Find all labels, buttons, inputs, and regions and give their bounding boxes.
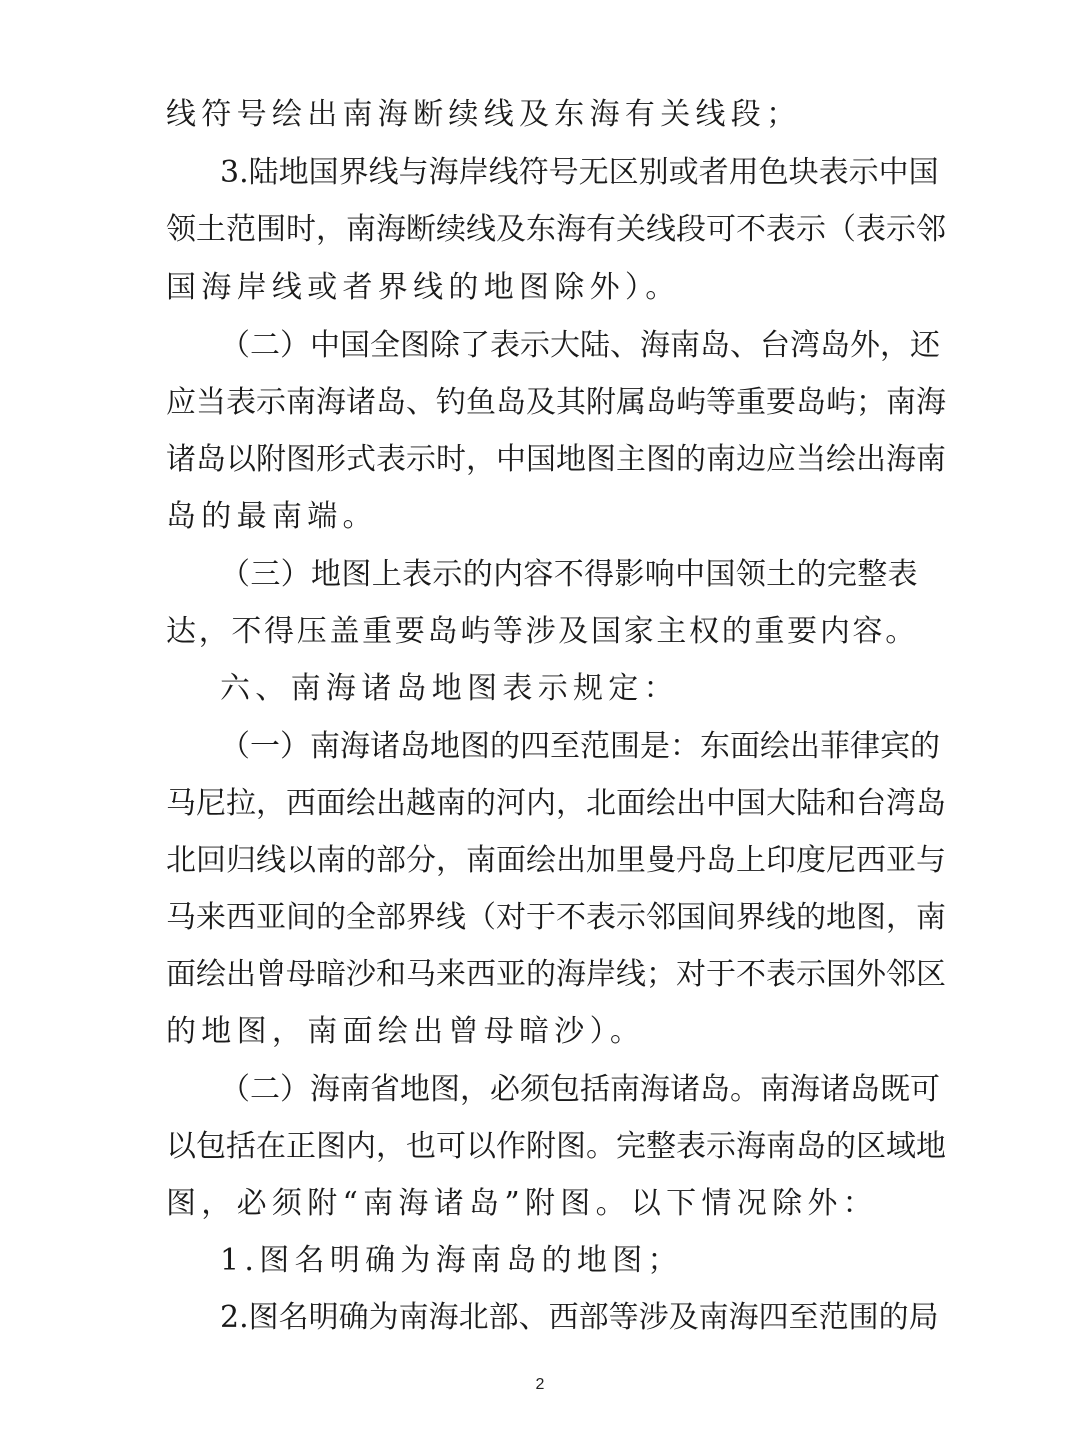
text-line: 应当表示南海诸岛、钓鱼岛及其附属岛屿等重要岛屿；南海: [166, 385, 946, 420]
text-line: 面绘出曾母暗沙和马来西亚的海岸线；对于不表示国外邻区: [166, 957, 946, 992]
text-line: 国海岸线或者界线的地图除外）。: [166, 270, 681, 305]
text-line: 图，必须附“南海诸岛”附图。以下情况除外：: [166, 1186, 878, 1221]
text-line: （三）地图上表示的内容不得影响中国领土的完整表: [220, 557, 918, 592]
text-line: （二）海南省地图，必须包括南海诸岛。南海诸岛既可: [220, 1072, 940, 1107]
text-line: 马尼拉，西面绘出越南的河内，北面绘出中国大陆和台湾岛: [166, 786, 946, 821]
text-line: 领土范围时，南海断续线及东海有关线段可不表示（表示邻: [166, 212, 946, 247]
text-line: 线符号绘出南海断续线及东海有关线段；: [166, 97, 802, 132]
text-line: 诸岛以附图形式表示时，中国地图主图的南边应当绘出海南: [166, 442, 946, 477]
page-number: 2: [535, 1376, 545, 1393]
text-line: 2.图名明确为南海北部、西部等涉及南海四至范围的局: [220, 1300, 939, 1335]
text-line: 北回归线以南的部分，南面绘出加里曼丹岛上印度尼西亚与: [166, 843, 946, 878]
text-line: 岛的最南端。: [166, 499, 378, 534]
text-line: 1.图名明确为海南岛的地图；: [220, 1243, 683, 1278]
text-line: （二）中国全图除了表示大陆、海南岛、台湾岛外，还: [220, 328, 940, 363]
text-line: 以包括在正图内，也可以作附图。完整表示海南岛的区域地: [166, 1129, 946, 1164]
text-line: 的地图，南面绘出曾母暗沙）。: [166, 1014, 646, 1049]
text-line: 达，不得压盖重要岛屿等涉及国家主权的重要内容。: [166, 614, 918, 649]
text-line: 3.陆地国界线与海岸线符号无区别或者用色块表示中国: [220, 155, 939, 190]
section-heading: 六、南海诸岛地图表示规定：: [220, 671, 679, 706]
text-line: 马来西亚间的全部界线（对于不表示邻国间界线的地图，南: [166, 900, 946, 935]
text-line: （一）南海诸岛地图的四至范围是：东面绘出菲律宾的: [220, 729, 940, 764]
